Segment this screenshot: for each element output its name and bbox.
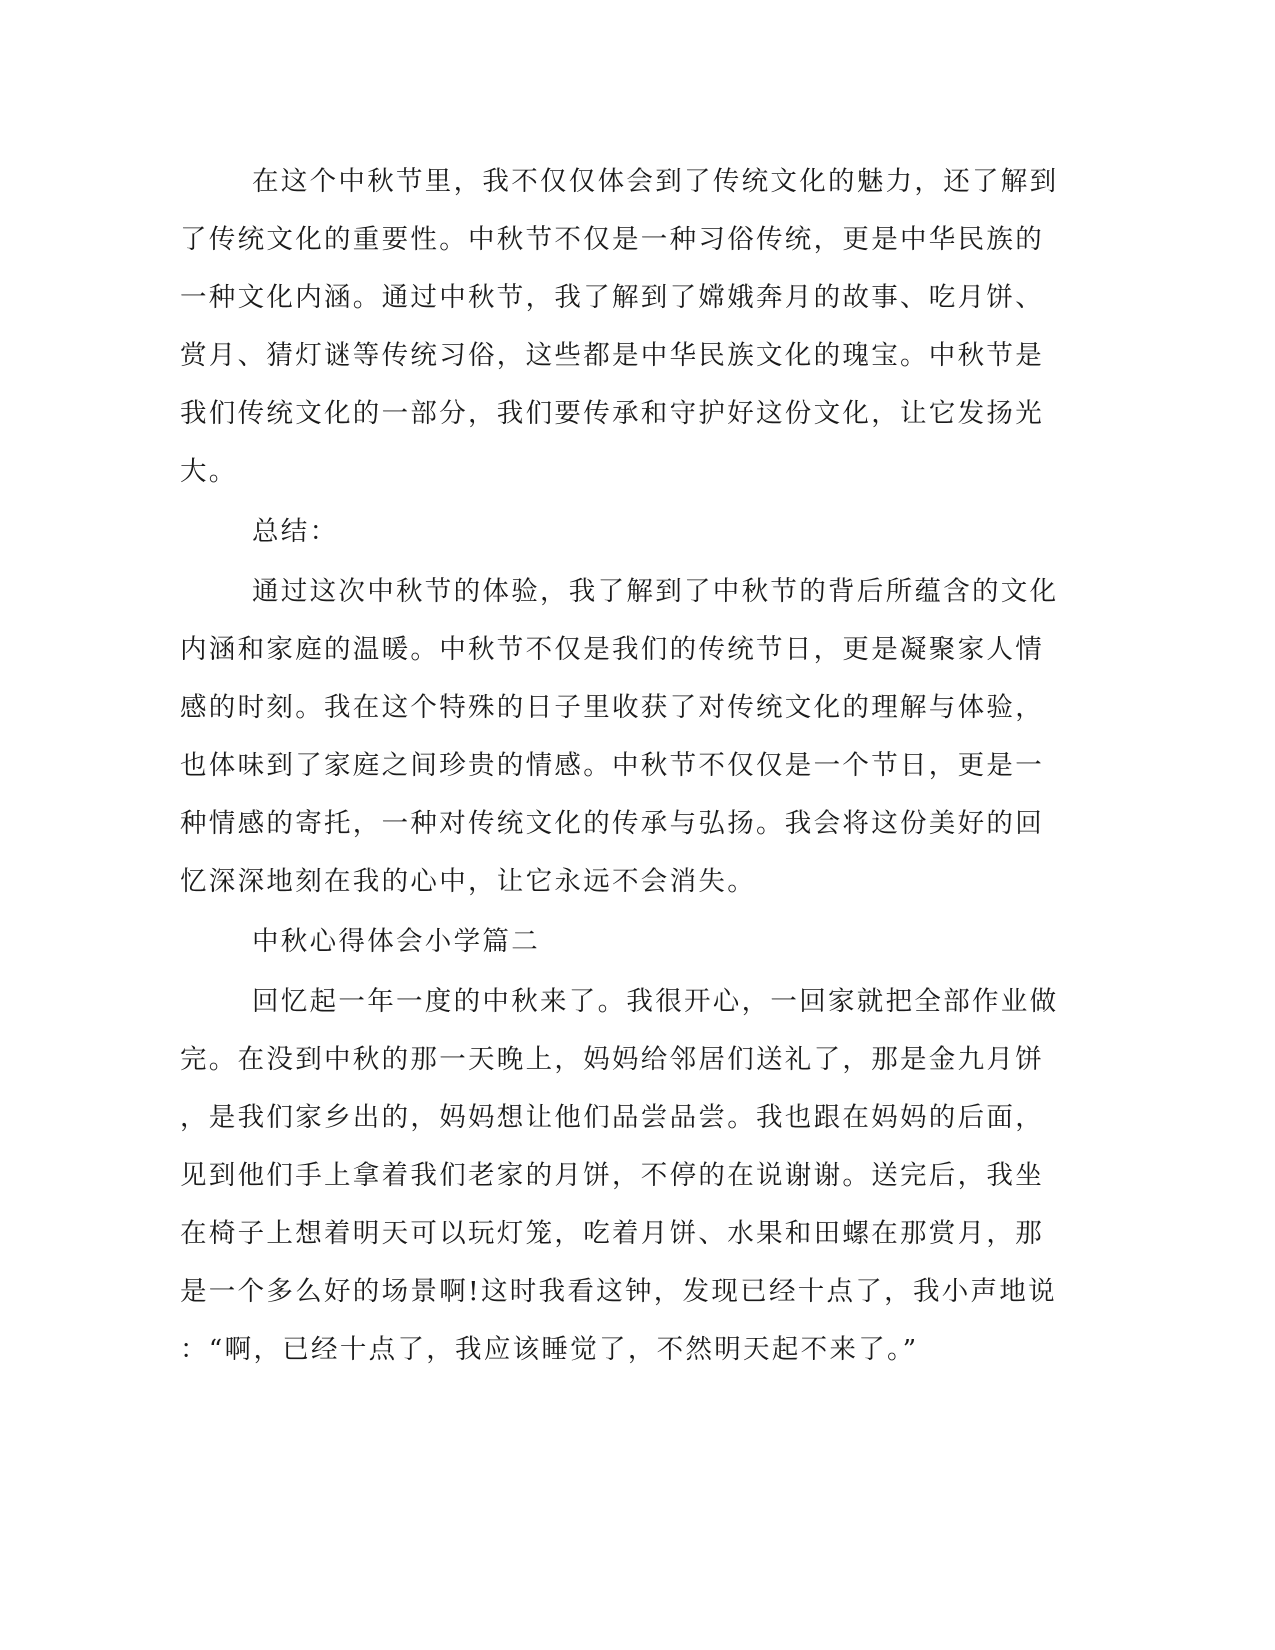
paragraph-3-line-6: 是一个多么好的场景啊!这时我看这钟，发现已经十点了，我小声地说 — [180, 1276, 1057, 1307]
paragraph-2-line-4: 也体味到了家庭之间珍贵的情感。中秋节不仅仅是一个节日，更是一 — [180, 750, 1044, 781]
paragraph-2-line-1: 通过这次中秋节的体验，我了解到了中秋节的背后所蕴含的文化 — [252, 576, 1059, 607]
paragraph-3-line-4: 见到他们手上拿着我们老家的月饼，不停的在说谢谢。送完后，我坐 — [180, 1160, 1044, 1191]
paragraph-1-line-1: 在这个中秋节里，我不仅仅体会到了传统文化的魅力，还了解到 — [252, 166, 1059, 197]
paragraph-3-line-2: 完。在没到中秋的那一天晚上，妈妈给邻居们送礼了，那是金九月饼 — [180, 1044, 1044, 1075]
section-title: 中秋心得体会小学篇二 — [252, 926, 540, 957]
paragraph-1-line-4: 赏月、猜灯谜等传统习俗，这些都是中华民族文化的瑰宝。中秋节是 — [180, 340, 1044, 371]
paragraph-1-line-6: 大。 — [180, 456, 238, 487]
paragraph-2-line-5: 种情感的寄托，一种对传统文化的传承与弘扬。我会将这份美好的回 — [180, 808, 1044, 839]
paragraph-2-line-2: 内涵和家庭的温暖。中秋节不仅是我们的传统节日，更是凝聚家人情 — [180, 634, 1044, 665]
paragraph-3-line-5: 在椅子上想着明天可以玩灯笼，吃着月饼、水果和田螺在那赏月，那 — [180, 1218, 1044, 1249]
summary-heading: 总结： — [252, 516, 339, 547]
paragraph-1-line-5: 我们传统文化的一部分，我们要传承和守护好这份文化，让它发扬光 — [180, 398, 1044, 429]
paragraph-1-line-2: 了传统文化的重要性。中秋节不仅是一种习俗传统，更是中华民族的 — [180, 224, 1044, 255]
paragraph-1-line-3: 一种文化内涵。通过中秋节，我了解到了嫦娥奔月的故事、吃月饼、 — [180, 282, 1044, 313]
paragraph-2-line-6: 忆深深地刻在我的心中，让它永远不会消失。 — [180, 866, 756, 897]
paragraph-3-line-1: 回忆起一年一度的中秋来了。我很开心，一回家就把全部作业做 — [252, 986, 1059, 1017]
paragraph-3-line-3: ，是我们家乡出的，妈妈想让他们品尝品尝。我也跟在妈妈的后面， — [180, 1102, 1044, 1133]
paragraph-3-line-7: ：“啊，已经十点了，我应该睡觉了，不然明天起不来了。” — [180, 1334, 919, 1365]
paragraph-2-line-3: 感的时刻。我在这个特殊的日子里收获了对传统文化的理解与体验， — [180, 692, 1044, 723]
